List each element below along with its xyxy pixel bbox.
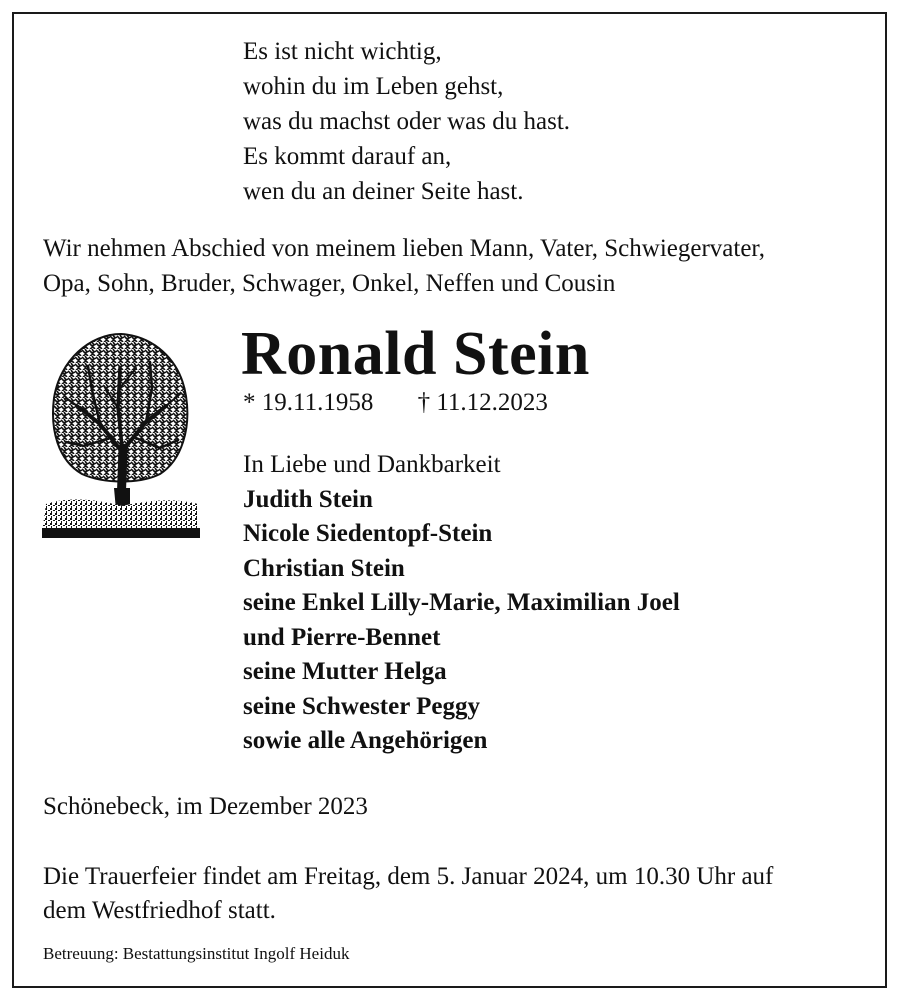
death-date: † 11.12.2023 bbox=[417, 389, 548, 416]
poem-line: wohin du im Leben gehst, bbox=[243, 73, 504, 100]
poem bbox=[243, 34, 570, 209]
place-date: Schönebeck, im Dezember 2023 bbox=[43, 793, 368, 820]
poem-line: wen du an deiner Seite hast. bbox=[243, 178, 524, 205]
mourners-heading: In Liebe und Dankbarkeit bbox=[243, 451, 501, 478]
birth-date: * 19.11.1958 bbox=[243, 389, 374, 416]
obituary-notice bbox=[12, 12, 887, 988]
life-dates bbox=[243, 387, 548, 419]
poem-line: was du machst oder was du hast. bbox=[243, 108, 571, 135]
intro-line: Wir nehmen Abschied von meinem lieben Mann, Vater, Schwiegervater, bbox=[43, 235, 766, 262]
mourner-line: sowie alle Angehörigen bbox=[243, 727, 488, 754]
farewell-intro bbox=[43, 231, 873, 301]
mourners-list bbox=[243, 448, 680, 759]
intro-line: Opa, Sohn, Bruder, Schwager, Onkel, Neffen und Cousin bbox=[43, 270, 616, 297]
mourner-line: Christian Stein bbox=[243, 554, 405, 582]
funeral-info bbox=[43, 860, 873, 928]
mourner-line: und Pierre-Bennet bbox=[243, 623, 441, 651]
poem-line: Es kommt darauf an, bbox=[243, 143, 452, 170]
funeral-line: dem Westfriedhof statt. bbox=[43, 897, 276, 924]
deceased-name: Ronald Stein bbox=[241, 320, 590, 388]
poem-line: Es ist nicht wichtig, bbox=[243, 38, 442, 65]
funeral-director-credit: Betreuung: Bestattungsinstitut Ingolf Heiduk bbox=[43, 944, 350, 963]
tree-icon bbox=[40, 328, 202, 546]
mourner-line: seine Schwester Peggy bbox=[243, 692, 480, 720]
mourner-line: Nicole Siedentopf-Stein bbox=[243, 520, 493, 547]
mourner-line: seine Enkel Lilly-Marie, Maximilian Joel bbox=[243, 589, 680, 616]
mourner-line: Judith Stein bbox=[243, 485, 373, 513]
mourner-line: seine Mutter Helga bbox=[243, 658, 447, 685]
funeral-line: Die Trauerfeier findet am Freitag, dem 5. Januar 2024, um 10.30 Uhr auf bbox=[43, 863, 774, 890]
